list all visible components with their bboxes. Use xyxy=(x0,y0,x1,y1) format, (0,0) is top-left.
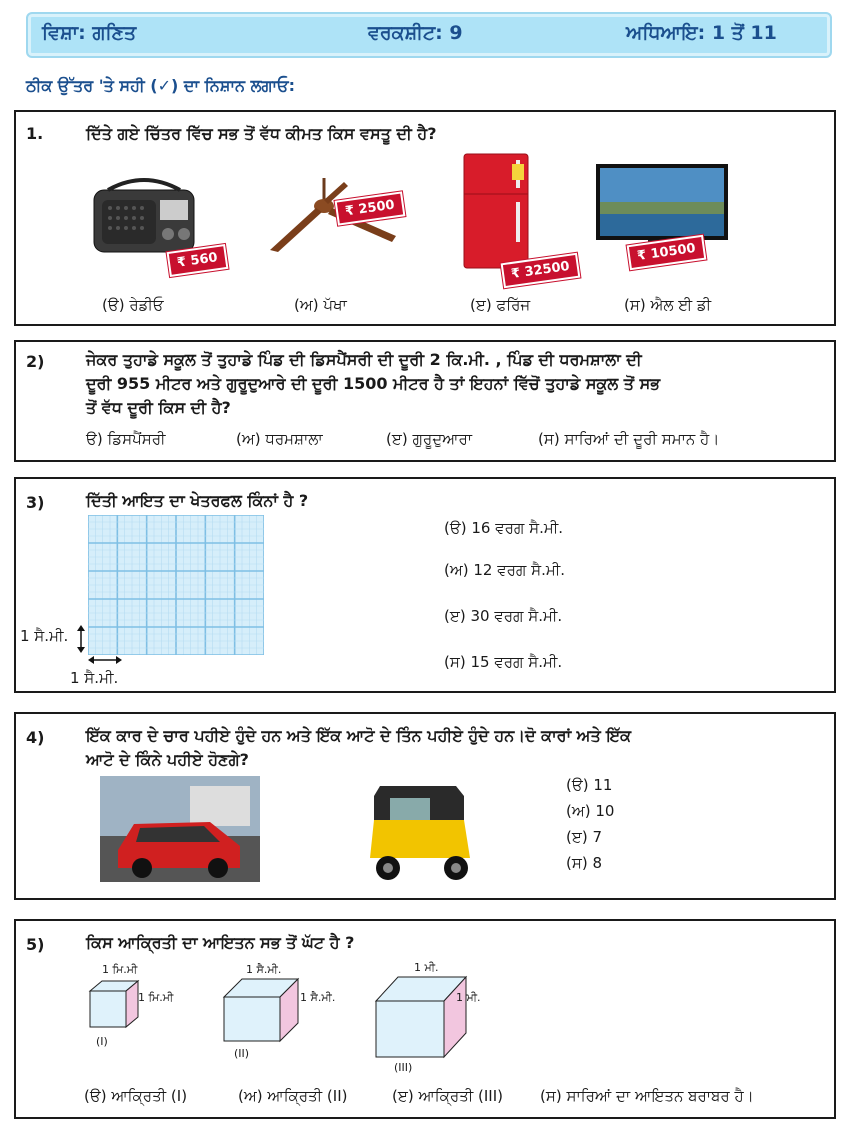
bottom-length-label: 1 ਸੈ.ਮੀ. xyxy=(70,669,119,687)
question-1 xyxy=(14,110,836,326)
cube-2-tag: (II) xyxy=(234,1047,250,1060)
option-d[interactable]: (ਸ) ਸਾਰਿਆਂ ਦਾ ਆਇਤਨ ਬਰਾਬਰ ਹੈ। xyxy=(540,1087,754,1105)
option-b[interactable]: (ਅ) 10 xyxy=(566,802,615,820)
option-c[interactable]: (ੲ) ਫਰਿੱਜ xyxy=(470,296,531,314)
cube-1-image xyxy=(88,979,140,1029)
option-a[interactable]: ੳ) ਡਿਸਪੈਂਸਰੀ xyxy=(86,430,166,448)
worksheet-header xyxy=(26,12,832,58)
question-text: ਦਿੱਤੀ ਆਇਤ ਦਾ ਖੇਤਰਫਲ ਕਿੰਨਾਂ ਹੈ ? xyxy=(86,491,309,510)
option-a[interactable]: (ੳ) ਰੇਡੀਓ xyxy=(102,296,164,314)
chapter-label: ਅਧਿਆਇ: 1 ਤੋਂ 11 xyxy=(626,22,777,44)
cube-2-top-label: 1 ਸੈ.ਮੀ. xyxy=(246,963,282,976)
fridge-image xyxy=(460,150,540,272)
cube-1-top-label: 1 ਮਿ.ਮੀ xyxy=(102,963,138,976)
option-d[interactable]: (ਸ) 15 ਵਰਗ ਸੈ.ਮੀ. xyxy=(444,653,563,671)
option-c[interactable]: (ੲ) ਗੁਰੂਦੁਆਰਾ xyxy=(386,430,473,448)
question-2 xyxy=(14,340,836,462)
instruction: ਠੀਕ ਉੱਤਰ 'ਤੇ ਸਹੀ (✓) ਦਾ ਨਿਸ਼ਾਨ ਲਗਾਓ: xyxy=(26,76,295,95)
auto-rickshaw-image xyxy=(360,776,478,888)
option-d[interactable]: (ਸ) 8 xyxy=(566,854,603,872)
price-tag: ₹ 10500 xyxy=(627,235,707,270)
question-5 xyxy=(14,919,836,1119)
question-text-line-3: ਤੋਂ ਵੱਧ ਦੂਰੀ ਕਿਸ ਦੀ ਹੈ? xyxy=(86,398,231,417)
price-tag: ₹ 560 xyxy=(167,244,229,277)
option-b[interactable]: (ਅ) ਆਕ੍ਰਿਤੀ (II) xyxy=(238,1087,348,1105)
question-number: 5) xyxy=(26,935,45,954)
option-c[interactable]: (ੲ) 30 ਵਰਗ ਸੈ.ਮੀ. xyxy=(444,607,563,625)
rectangle-grid xyxy=(88,515,264,655)
question-text-line-1: ਇੱਕ ਕਾਰ ਦੇ ਚਾਰ ਪਹੀਏ ਹੁੰਦੇ ਹਨ ਅਤੇ ਇੱਕ ਆਟੋ ਦੇ ਤਿੰਨ ਪਹੀਏ ਹੁੰਦੇ ਹਨ।ਦੋ ਕਾਰਾਂ ਅਤੇ ਇੱਕ xyxy=(86,726,632,745)
worksheet-label: ਵਰਕਸ਼ੀਟ: 9 xyxy=(368,22,463,44)
question-4 xyxy=(14,712,836,900)
cube-2-side-label: 1 ਸੈ.ਮੀ. xyxy=(300,991,336,1004)
car-image xyxy=(100,776,260,882)
question-text-line-2: ਆਟੋ ਦੇ ਕਿੰਨੇ ਪਹੀਏ ਹੋਣਗੇ? xyxy=(86,750,249,769)
option-c[interactable]: (ੲ) 7 xyxy=(566,828,603,846)
cube-3-tag: (III) xyxy=(394,1061,413,1074)
horizontal-arrow-icon xyxy=(88,655,122,665)
price-tag: ₹ 2500 xyxy=(335,191,406,225)
option-b[interactable]: (ਅ) ਪੱਖਾ xyxy=(294,296,347,314)
option-b[interactable]: (ਅ) ਧਰਮਸ਼ਾਲਾ xyxy=(236,430,323,448)
vertical-arrow-icon xyxy=(76,625,86,653)
option-d[interactable]: (ਸ) ਸਾਰਿਆਂ ਦੀ ਦੂਰੀ ਸਮਾਨ ਹੈ। xyxy=(538,430,720,448)
question-number: 1. xyxy=(26,124,44,143)
cube-3-side-label: 1 ਮੀ. xyxy=(456,991,481,1004)
cube-1-side-label: 1 ਮਿ.ਮੀ xyxy=(138,991,174,1004)
option-a[interactable]: (ੳ) 11 xyxy=(566,776,613,794)
subject-label: ਵਿਸ਼ਾ: ਗਣਿਤ xyxy=(42,22,137,44)
radio-image xyxy=(88,170,198,260)
question-text-line-2: ਦੂਰੀ 955 ਮੀਟਰ ਅਤੇ ਗੁਰੂਦੁਆਰੇ ਦੀ ਦੂਰੀ 1500 ਮੀਟਰ ਹੈ ਤਾਂ ਇਹਨਾਂ ਵਿੱਚੋਂ ਤੁਹਾਡੇ ਸਕੂਲ ਤੋਂ ਸਭ xyxy=(86,374,661,393)
question-number: 4) xyxy=(26,728,45,747)
option-b[interactable]: (ਅ) 12 ਵਰਗ ਸੈ.ਮੀ. xyxy=(444,561,566,579)
question-number: 2) xyxy=(26,352,45,371)
question-text: ਦਿੱਤੇ ਗਏ ਚਿੱਤਰ ਵਿੱਚ ਸਭ ਤੋਂ ਵੱਧ ਕੀਮਤ ਕਿਸ ਵਸਤੂ ਦੀ ਹੈ? xyxy=(86,124,437,143)
question-3 xyxy=(14,477,836,693)
led-tv-image xyxy=(594,162,730,248)
question-number: 3) xyxy=(26,493,45,512)
option-a[interactable]: (ੳ) 16 ਵਰਗ ਸੈ.ਮੀ. xyxy=(444,519,564,537)
cube-2-image xyxy=(222,977,302,1045)
option-d[interactable]: (ਸ) ਐਲ ਈ ਡੀ xyxy=(624,296,712,314)
question-text-line-1: ਜੇਕਰ ਤੁਹਾਡੇ ਸਕੂਲ ਤੋਂ ਤੁਹਾਡੇ ਪਿੰਡ ਦੀ ਡਿਸਪੈਂਸਰੀ ਦੀ ਦੂਰੀ 2 ਕਿ.ਮੀ. , ਪਿੰਡ ਦੀ ਧਰਮਸ਼ਾਲਾ ਦੀ xyxy=(86,350,642,369)
cube-3-top-label: 1 ਮੀ. xyxy=(414,961,439,974)
question-text: ਕਿਸ ਆਕ੍ਰਿਤੀ ਦਾ ਆਇਤਨ ਸਭ ਤੋਂ ਘੱਟ ਹੈ ? xyxy=(86,933,355,952)
side-length-label: 1 ਸੈ.ਮੀ. xyxy=(20,627,69,645)
option-a[interactable]: (ੳ) ਆਕ੍ਰਿਤੀ (I) xyxy=(84,1087,188,1105)
option-c[interactable]: (ੲ) ਆਕ੍ਰਿਤੀ (III) xyxy=(392,1087,504,1105)
cube-1-tag: (I) xyxy=(96,1035,108,1048)
cube-3-image xyxy=(374,975,468,1059)
price-tag: ₹ 32500 xyxy=(501,253,581,288)
